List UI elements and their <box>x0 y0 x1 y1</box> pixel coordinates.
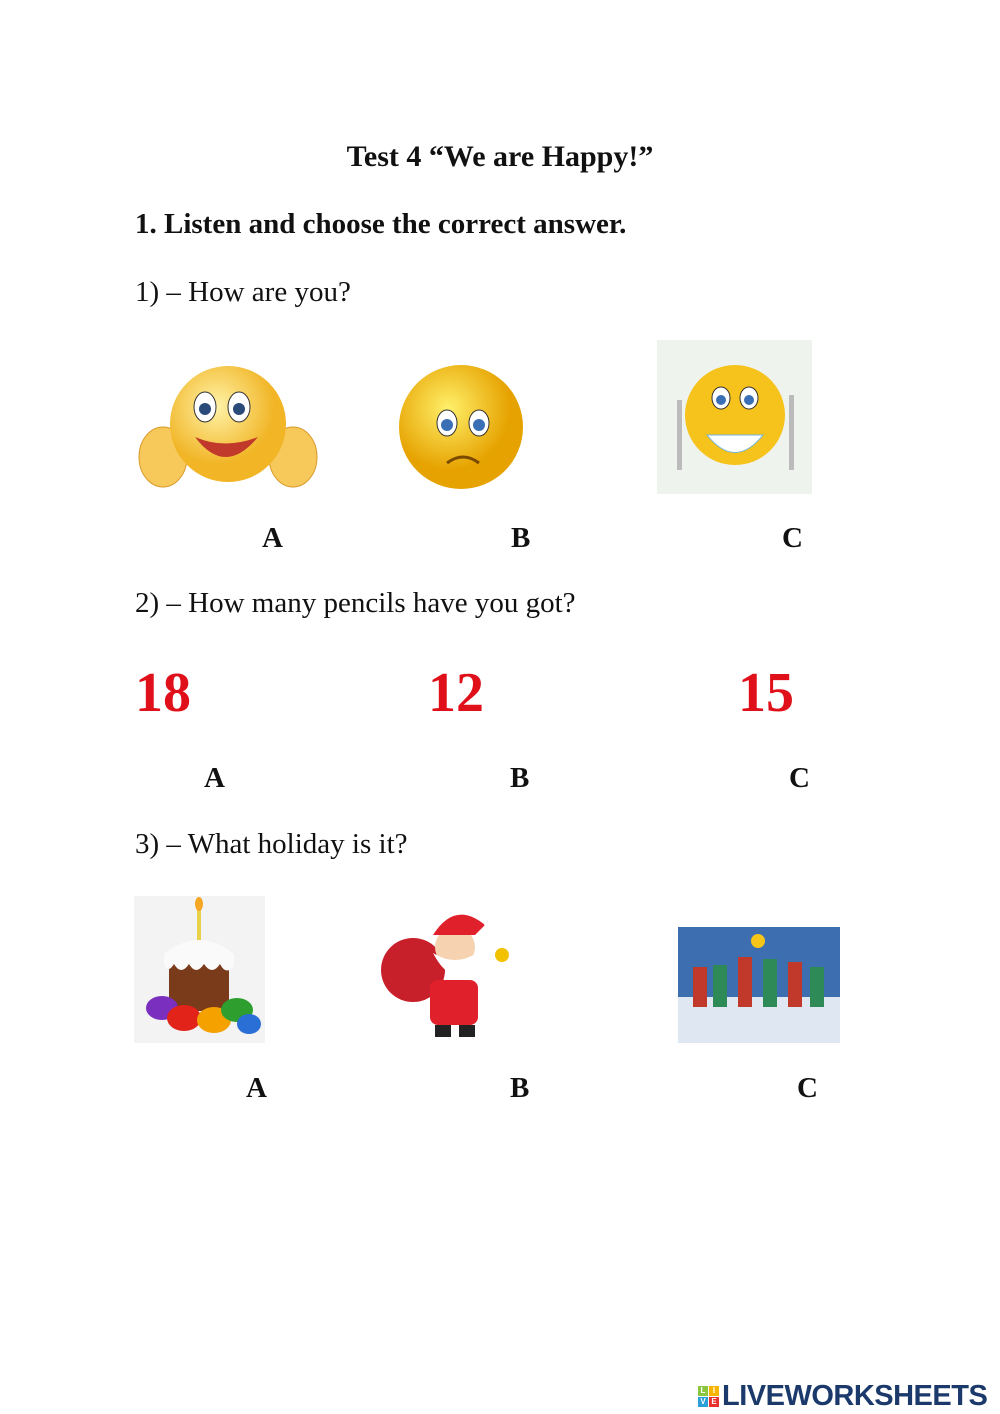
logo-text: LIVEWORKSHEETS <box>722 1380 988 1412</box>
option-1c-label: C <box>782 522 803 554</box>
question-3: 3) – What holiday is it? <box>135 828 408 860</box>
logo-badge-letter: L <box>698 1386 708 1396</box>
logo-badge-letter: V <box>698 1397 708 1407</box>
option-2a-label: A <box>204 762 225 794</box>
option-1b-label: B <box>511 522 531 554</box>
question-1: 1) – How are you? <box>135 276 351 308</box>
happy-smiley-thumbs-up-image[interactable] <box>133 362 323 494</box>
logo-badge-letter: E <box>709 1397 719 1407</box>
option-2b-label: B <box>510 762 530 794</box>
option-3a-label: A <box>246 1072 267 1104</box>
santa-claus-image[interactable] <box>375 895 517 1045</box>
liveworksheets-logo[interactable] <box>698 1380 987 1413</box>
section-heading: 1. Listen and choose the correct answer. <box>135 208 627 240</box>
option-3c-label: C <box>797 1072 818 1104</box>
page-title: Test 4 “We are Happy!” <box>346 140 654 173</box>
option-3b-label: B <box>510 1072 530 1104</box>
option-1a-label: A <box>262 522 283 554</box>
option-2c-label: C <box>789 762 810 794</box>
option-2b-number[interactable]: 12 <box>428 662 484 724</box>
hungry-smiley-fork-knife-image[interactable] <box>657 340 812 494</box>
option-2a-number[interactable]: 18 <box>135 662 191 724</box>
question-2: 2) – How many pencils have you got? <box>135 587 576 619</box>
carol-singers-painting-image[interactable] <box>678 927 840 1043</box>
option-2c-number[interactable]: 15 <box>738 662 794 724</box>
easter-cake-image[interactable] <box>134 896 265 1043</box>
logo-badge-letter: I <box>709 1386 719 1396</box>
logo-badge-icon <box>698 1386 719 1407</box>
sad-smiley-image[interactable] <box>397 363 525 491</box>
